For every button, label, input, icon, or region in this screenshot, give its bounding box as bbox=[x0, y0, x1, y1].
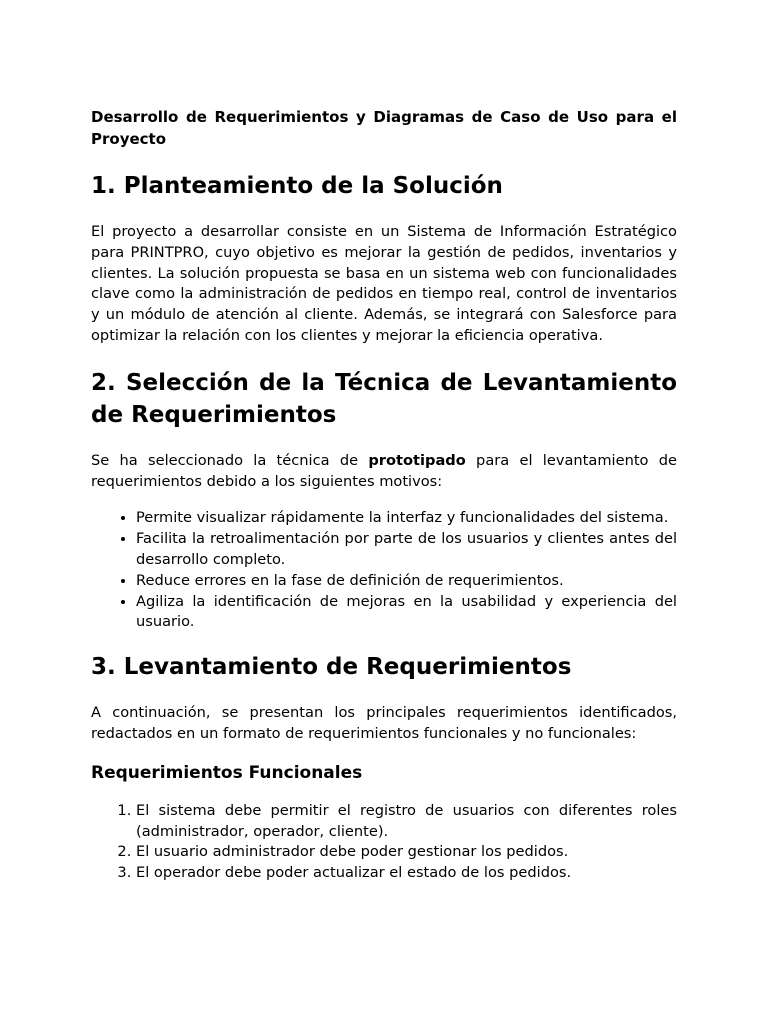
document-title: Desarrollo de Requerimientos y Diagramas de Caso de Uso para el Proyecto bbox=[91, 108, 677, 148]
section-3-heading: 3. Levantamiento de Requerimientos bbox=[91, 654, 572, 681]
section-1-heading: 1. Planteamiento de la Solución bbox=[91, 173, 503, 199]
section-2-intro bbox=[91, 451, 677, 493]
reasons-list bbox=[91, 508, 677, 633]
list-item: 1. El sistema debe permitir el registro de usuarios con diferentes roles (administrador, operador, cliente). bbox=[136, 801, 677, 843]
section-2-heading: 2. Selección de la Técnica de Levantamiento de Requerimientos bbox=[91, 369, 677, 428]
document-page bbox=[91, 106, 677, 884]
list-item: • Reduce errores en la fase de definición de requerimientos. bbox=[136, 571, 677, 592]
section-2-intro-start: Se ha seleccionado la técnica de bbox=[91, 451, 369, 469]
section-3-paragraph: A continuación, se presentan los principales requerimientos identificados, redactados en un formato de requerimientos funcionales y no funcionales: bbox=[91, 704, 677, 742]
functional-requirements-list bbox=[91, 801, 677, 884]
functional-requirements-heading: Requerimientos Funcionales bbox=[91, 762, 363, 783]
prototipado-emphasis: prototipado bbox=[368, 451, 466, 469]
list-item: • Permite visualizar rápidamente la interfaz y funcionalidades del sistema. bbox=[136, 508, 677, 529]
section-1-paragraph: El proyecto a desarrollar consiste en un Sistema de Información Estratégico para PRINTPRO, cuyo objetivo es mejorar la gestión de pedidos, inventarios y clientes. La solución propuesta se basa en un sistema web con funcionalidades clave como la administración de pedidos en tiempo real, control de inventarios y un módulo de atención al cliente. Además, se integrará con Salesforce para optimizar la relación con los clientes y mejorar la eficiencia operativa. bbox=[91, 223, 677, 344]
list-item: • Agiliza la identificación de mejoras en la usabilidad y experiencia del usuario. bbox=[136, 592, 677, 634]
section-2-intro-end: para el levantamiento de requerimientos debido a los siguientes motivos: bbox=[91, 451, 677, 490]
list-item: 3. El operador debe poder actualizar el estado de los pedidos. bbox=[136, 863, 677, 884]
list-item: • Facilita la retroalimentación por parte de los usuarios y clientes antes del desarrollo completo. bbox=[136, 529, 677, 571]
list-item: 2. El usuario administrador debe poder gestionar los pedidos. bbox=[136, 842, 677, 863]
